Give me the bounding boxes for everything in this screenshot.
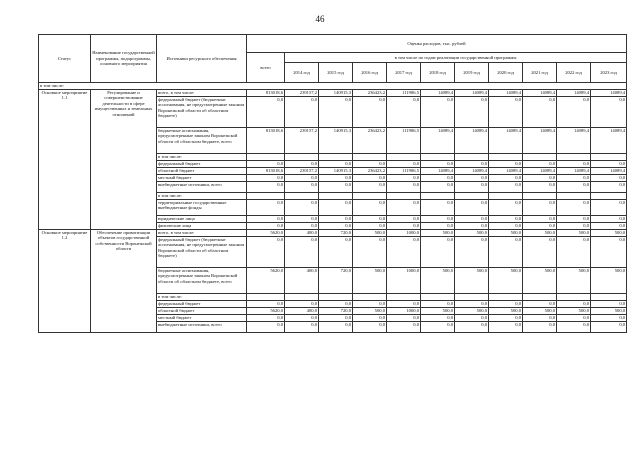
- value-year: [421, 154, 455, 161]
- value-year: 14089,4: [591, 168, 627, 175]
- value-year: [387, 193, 421, 200]
- value-year: 0,0: [489, 97, 523, 128]
- header-status: Статус: [39, 35, 91, 83]
- value-year: [353, 294, 387, 301]
- value-year: [455, 193, 489, 200]
- value-total: 0,0: [247, 175, 285, 182]
- value-year: 14089,4: [455, 128, 489, 154]
- value-year: 0,0: [421, 216, 455, 223]
- value-year: 0,0: [285, 301, 319, 308]
- value-year: 0,0: [353, 175, 387, 182]
- value-year: [489, 154, 523, 161]
- value-year: 500,0: [353, 268, 387, 294]
- header-year: 2020 год: [489, 63, 523, 83]
- value-year: [591, 154, 627, 161]
- value-total: 0,0: [247, 322, 285, 333]
- value-year: 0,0: [591, 200, 627, 216]
- value-total: 5620,0: [247, 308, 285, 315]
- value-year: 0,0: [489, 161, 523, 168]
- value-year: 500,0: [489, 230, 523, 237]
- value-year: 500,0: [455, 268, 489, 294]
- value-year: 0,0: [285, 97, 319, 128]
- value-year: [387, 294, 421, 301]
- value-year: 1000,0: [387, 268, 421, 294]
- value-year: 14089,4: [523, 168, 557, 175]
- value-year: 0,0: [523, 161, 557, 168]
- group-status: Основное мероприятие 1.1: [39, 90, 91, 230]
- value-year: [353, 154, 387, 161]
- value-year: 0,0: [285, 161, 319, 168]
- source-label: федеральный бюджет (бюджетные ассигнования, не предусмотренные законом Воронежской области об областном бюджете): [157, 97, 247, 128]
- value-year: 0,0: [489, 315, 523, 322]
- value-year: 500,0: [557, 308, 591, 315]
- value-total: 5620,0: [247, 268, 285, 294]
- value-year: 0,0: [421, 322, 455, 333]
- header-year: 2018 год: [421, 63, 455, 83]
- group-name: Обеспечение приватизации объектов государственной собственности Воронежской области: [91, 230, 157, 333]
- value-year: 0,0: [591, 223, 627, 230]
- value-year: 0,0: [387, 175, 421, 182]
- value-year: 0,0: [523, 175, 557, 182]
- value-year: [591, 294, 627, 301]
- value-year: 0,0: [387, 315, 421, 322]
- header-year: 2016 год: [353, 63, 387, 83]
- value-year: 0,0: [557, 97, 591, 128]
- value-year: 500,0: [591, 230, 627, 237]
- value-year: 0,0: [387, 223, 421, 230]
- header-source: Источники ресурсного обеспечения: [157, 35, 247, 83]
- value-year: 0,0: [353, 301, 387, 308]
- value-total: 813018,6: [247, 168, 285, 175]
- value-year: [353, 193, 387, 200]
- value-year: 0,0: [591, 182, 627, 193]
- value-total: 0,0: [247, 301, 285, 308]
- table-row: [39, 90, 627, 97]
- value-year: [319, 154, 353, 161]
- value-year: 1000,0: [387, 308, 421, 315]
- value-year: 0,0: [387, 182, 421, 193]
- value-year: 0,0: [285, 216, 319, 223]
- value-year: 0,0: [353, 322, 387, 333]
- value-year: 0,0: [523, 97, 557, 128]
- value-total: [247, 154, 285, 161]
- value-year: 500,0: [557, 230, 591, 237]
- value-year: 0,0: [557, 223, 591, 230]
- value-year: [421, 193, 455, 200]
- value-year: [557, 154, 591, 161]
- value-year: [523, 154, 557, 161]
- value-total: 0,0: [247, 182, 285, 193]
- value-year: 500,0: [421, 230, 455, 237]
- value-year: [557, 193, 591, 200]
- value-year: 0,0: [319, 182, 353, 193]
- header-year: 2022 год: [557, 63, 591, 83]
- value-year: 0,0: [557, 175, 591, 182]
- value-year: 1000,0: [387, 230, 421, 237]
- value-year: 0,0: [557, 301, 591, 308]
- value-year: 0,0: [557, 200, 591, 216]
- source-label: бюджетные ассигнования, предусмотренные законом Воронежской области об областном бюджете, всего: [157, 128, 247, 154]
- value-year: 0,0: [285, 200, 319, 216]
- header-year: 2017 год: [387, 63, 421, 83]
- value-year: 0,0: [455, 237, 489, 268]
- source-label: юридические лица: [157, 216, 247, 223]
- value-year: 0,0: [489, 175, 523, 182]
- value-year: 14089,4: [489, 90, 523, 97]
- value-year: 0,0: [455, 175, 489, 182]
- source-label: федеральный бюджет: [157, 301, 247, 308]
- value-year: 14089,4: [489, 168, 523, 175]
- value-year: 0,0: [421, 161, 455, 168]
- value-year: 0,0: [285, 315, 319, 322]
- value-year: 0,0: [387, 161, 421, 168]
- value-year: 0,0: [591, 175, 627, 182]
- value-year: 14089,4: [523, 128, 557, 154]
- value-year: 720,0: [319, 230, 353, 237]
- value-year: [489, 193, 523, 200]
- table-row: [39, 230, 627, 237]
- value-year: 720,0: [319, 308, 353, 315]
- value-year: 0,0: [489, 223, 523, 230]
- value-year: 0,0: [353, 97, 387, 128]
- value-year: 140915,3: [319, 90, 353, 97]
- value-year: 500,0: [455, 230, 489, 237]
- value-year: [319, 294, 353, 301]
- value-year: 0,0: [353, 216, 387, 223]
- value-year: 0,0: [319, 175, 353, 182]
- value-year: 0,0: [285, 175, 319, 182]
- source-label: территориальные государственные внебюджетные фонды: [157, 200, 247, 216]
- header-total: всего: [247, 53, 285, 83]
- value-year: 0,0: [421, 301, 455, 308]
- group-status: Основное мероприятие 1.2: [39, 230, 91, 333]
- header-year: 2019 год: [455, 63, 489, 83]
- value-year: 0,0: [353, 237, 387, 268]
- value-year: 0,0: [387, 97, 421, 128]
- value-year: 0,0: [455, 161, 489, 168]
- value-year: 0,0: [319, 97, 353, 128]
- value-year: 14089,4: [523, 90, 557, 97]
- value-year: 14089,4: [591, 90, 627, 97]
- value-year: 14089,4: [421, 128, 455, 154]
- page-number: 46: [315, 14, 325, 24]
- value-year: 500,0: [421, 308, 455, 315]
- value-year: [591, 193, 627, 200]
- value-year: 0,0: [353, 200, 387, 216]
- value-year: 0,0: [557, 216, 591, 223]
- value-total: 813018,6: [247, 128, 285, 154]
- value-year: [523, 193, 557, 200]
- value-year: 0,0: [557, 161, 591, 168]
- header-name: Наименование государственной программы, подпрограммы, основного мероприятия: [91, 35, 157, 83]
- value-year: 0,0: [523, 216, 557, 223]
- source-label: бюджетные ассигнования, предусмотренные законом Воронежской области об областном бюджете, всего: [157, 268, 247, 294]
- value-year: 0,0: [591, 161, 627, 168]
- value-year: [421, 294, 455, 301]
- value-total: 0,0: [247, 216, 285, 223]
- value-year: 0,0: [523, 200, 557, 216]
- value-year: 500,0: [557, 268, 591, 294]
- value-year: 0,0: [353, 161, 387, 168]
- value-year: 0,0: [591, 97, 627, 128]
- value-year: 500,0: [523, 308, 557, 315]
- value-year: 0,0: [421, 223, 455, 230]
- value-year: [285, 294, 319, 301]
- header-year: 2015 год: [319, 63, 353, 83]
- value-year: 0,0: [523, 237, 557, 268]
- source-label: физические лица: [157, 223, 247, 230]
- value-year: 0,0: [489, 200, 523, 216]
- value-total: 0,0: [247, 200, 285, 216]
- value-total: 5620,0: [247, 230, 285, 237]
- value-year: 0,0: [387, 237, 421, 268]
- value-year: 0,0: [489, 182, 523, 193]
- value-year: 239157,2: [285, 128, 319, 154]
- header-year: 2021 год: [523, 63, 557, 83]
- value-year: 140915,3: [319, 128, 353, 154]
- value-year: [455, 154, 489, 161]
- source-label: местный бюджет: [157, 315, 247, 322]
- value-year: 0,0: [319, 322, 353, 333]
- value-year: 111986,5: [387, 128, 421, 154]
- value-year: 0,0: [523, 182, 557, 193]
- value-year: 0,0: [421, 237, 455, 268]
- source-label: всего, в том числе:: [157, 230, 247, 237]
- value-year: 0,0: [455, 315, 489, 322]
- group-name: Регулирование и совершенствование деятельности в сфере имущественных и земельных отношений: [91, 90, 157, 230]
- value-year: 500,0: [421, 268, 455, 294]
- value-year: 0,0: [591, 237, 627, 268]
- value-year: 14089,4: [557, 168, 591, 175]
- value-total: 0,0: [247, 237, 285, 268]
- value-year: 14089,4: [591, 128, 627, 154]
- value-year: 236423,2: [353, 168, 387, 175]
- value-year: 0,0: [489, 237, 523, 268]
- value-year: 0,0: [421, 97, 455, 128]
- value-year: 236423,2: [353, 128, 387, 154]
- value-year: 0,0: [285, 223, 319, 230]
- value-year: 0,0: [319, 161, 353, 168]
- value-year: 500,0: [489, 268, 523, 294]
- header-by-year: в том числе по годам реализации государственной программы: [285, 53, 627, 63]
- value-year: [489, 294, 523, 301]
- value-year: 239157,2: [285, 168, 319, 175]
- intro-row: в том числе:: [39, 83, 627, 90]
- value-total: 0,0: [247, 97, 285, 128]
- header-year: 2023 год: [591, 63, 627, 83]
- value-year: 400,0: [285, 230, 319, 237]
- value-year: [387, 154, 421, 161]
- source-label: областной бюджет: [157, 168, 247, 175]
- value-total: 0,0: [247, 223, 285, 230]
- source-label: местный бюджет: [157, 175, 247, 182]
- value-year: 0,0: [455, 301, 489, 308]
- value-year: 500,0: [489, 308, 523, 315]
- value-year: 0,0: [557, 182, 591, 193]
- value-year: 0,0: [387, 216, 421, 223]
- value-year: 14089,4: [455, 90, 489, 97]
- value-year: 0,0: [489, 216, 523, 223]
- value-year: 0,0: [421, 182, 455, 193]
- value-year: 500,0: [353, 308, 387, 315]
- value-total: 0,0: [247, 161, 285, 168]
- source-label: в том числе:: [157, 154, 247, 161]
- value-year: 0,0: [285, 182, 319, 193]
- value-year: 0,0: [353, 182, 387, 193]
- value-year: 0,0: [285, 237, 319, 268]
- value-year: [285, 193, 319, 200]
- source-label: федеральный бюджет: [157, 161, 247, 168]
- value-year: 14089,4: [557, 128, 591, 154]
- value-year: 0,0: [319, 200, 353, 216]
- value-year: 0,0: [455, 216, 489, 223]
- value-year: 0,0: [387, 200, 421, 216]
- value-year: 0,0: [523, 322, 557, 333]
- value-total: [247, 193, 285, 200]
- value-year: 0,0: [591, 315, 627, 322]
- value-total: 813018,6: [247, 90, 285, 97]
- value-year: 0,0: [489, 322, 523, 333]
- value-year: 500,0: [455, 308, 489, 315]
- value-year: 0,0: [455, 322, 489, 333]
- value-year: 720,0: [319, 268, 353, 294]
- value-year: 14089,4: [557, 90, 591, 97]
- value-year: 14089,4: [421, 90, 455, 97]
- value-year: 0,0: [319, 223, 353, 230]
- value-year: 0,0: [319, 237, 353, 268]
- value-year: [455, 294, 489, 301]
- value-year: 0,0: [285, 322, 319, 333]
- value-year: 0,0: [557, 315, 591, 322]
- value-year: 14089,4: [489, 128, 523, 154]
- value-total: 0,0: [247, 315, 285, 322]
- value-year: 0,0: [455, 97, 489, 128]
- value-year: [523, 294, 557, 301]
- value-year: 500,0: [591, 308, 627, 315]
- value-year: 0,0: [591, 322, 627, 333]
- value-year: 140915,3: [319, 168, 353, 175]
- source-label: в том числе:: [157, 193, 247, 200]
- value-year: 14089,4: [455, 168, 489, 175]
- value-year: [557, 294, 591, 301]
- value-year: 400,0: [285, 308, 319, 315]
- value-year: 0,0: [455, 182, 489, 193]
- source-label: внебюджетные источники, всего: [157, 322, 247, 333]
- value-year: 0,0: [421, 175, 455, 182]
- header-estimate: Оценка расходов, тыс. рублей: [247, 35, 627, 53]
- value-year: 0,0: [523, 301, 557, 308]
- value-year: 236423,2: [353, 90, 387, 97]
- value-year: 0,0: [319, 315, 353, 322]
- value-year: 0,0: [421, 200, 455, 216]
- budget-table: [38, 34, 627, 333]
- value-year: 400,0: [285, 268, 319, 294]
- value-year: 0,0: [489, 301, 523, 308]
- value-year: 0,0: [319, 301, 353, 308]
- value-year: 0,0: [455, 223, 489, 230]
- source-label: федеральный бюджет (бюджетные ассигнования, не предусмотренные законом Воронежской области об областном бюджете): [157, 237, 247, 268]
- value-year: [319, 193, 353, 200]
- header-year: 2014 год: [285, 63, 319, 83]
- value-year: 0,0: [591, 301, 627, 308]
- value-year: 0,0: [523, 315, 557, 322]
- value-year: 0,0: [557, 237, 591, 268]
- value-year: 500,0: [523, 268, 557, 294]
- value-year: 0,0: [557, 322, 591, 333]
- value-year: 0,0: [455, 200, 489, 216]
- value-year: 0,0: [319, 216, 353, 223]
- value-year: 0,0: [387, 301, 421, 308]
- value-year: 500,0: [523, 230, 557, 237]
- value-year: 239157,2: [285, 90, 319, 97]
- value-year: 0,0: [421, 315, 455, 322]
- source-label: областной бюджет: [157, 308, 247, 315]
- value-year: 0,0: [591, 216, 627, 223]
- value-year: 500,0: [591, 268, 627, 294]
- source-label: всего, в том числе:: [157, 90, 247, 97]
- value-year: 14089,4: [421, 168, 455, 175]
- source-label: в том числе:: [157, 294, 247, 301]
- value-year: [285, 154, 319, 161]
- value-year: 111986,5: [387, 90, 421, 97]
- value-year: 111986,5: [387, 168, 421, 175]
- value-total: [247, 294, 285, 301]
- value-year: 0,0: [387, 322, 421, 333]
- value-year: 0,0: [523, 223, 557, 230]
- value-year: 500,0: [353, 230, 387, 237]
- value-year: 0,0: [353, 315, 387, 322]
- source-label: внебюджетные источники, всего: [157, 182, 247, 193]
- value-year: 0,0: [353, 223, 387, 230]
